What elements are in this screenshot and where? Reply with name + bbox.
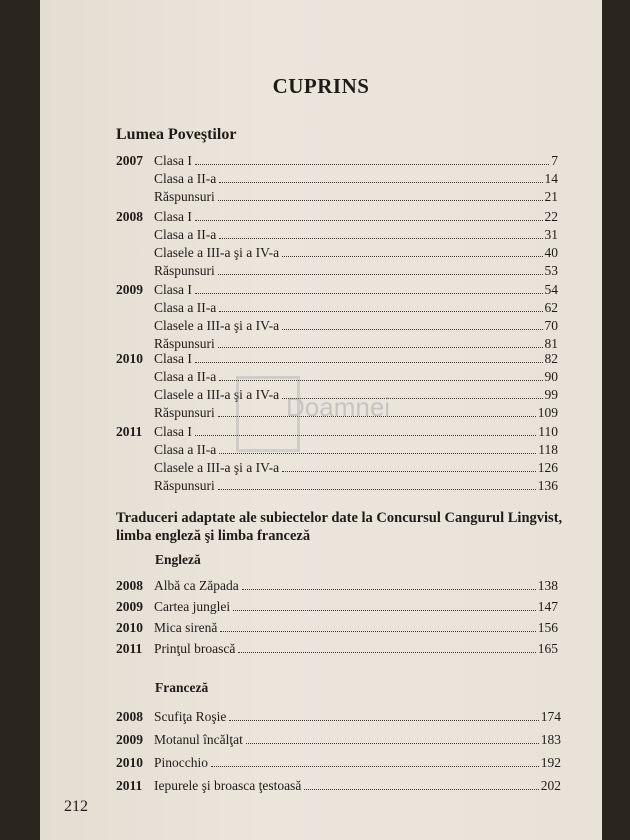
toc-entry bbox=[116, 282, 558, 298]
toc-page-number: 82 bbox=[544, 351, 558, 366]
toc-entry bbox=[116, 478, 558, 494]
toc-page-number: 192 bbox=[540, 755, 561, 770]
toc-entry bbox=[116, 442, 558, 458]
leader-dots bbox=[282, 255, 542, 257]
leader-dots bbox=[304, 788, 538, 790]
toc-entry bbox=[116, 620, 558, 636]
leader-dots bbox=[219, 452, 536, 454]
toc-year: 2008 bbox=[116, 578, 143, 593]
leader-dots bbox=[218, 488, 536, 490]
toc-year: 2010 bbox=[116, 755, 143, 770]
book-page bbox=[40, 0, 602, 840]
toc-page-number: 31 bbox=[544, 227, 558, 242]
leader-dots bbox=[195, 292, 543, 294]
toc-year: 2007 bbox=[116, 153, 143, 168]
toc-label: Clasa a II-a bbox=[154, 369, 217, 384]
traduceri-heading: Traduceri adaptate ale subiectelor date la Concursul Cangurul Lingvist, limba engleză şi limba franceză bbox=[116, 510, 563, 544]
toc-label: Clasele a III-a şi a IV-a bbox=[154, 245, 280, 260]
toc-entry bbox=[116, 460, 558, 476]
leader-dots bbox=[282, 328, 542, 330]
toc-label: Cartea junglei bbox=[154, 599, 231, 614]
toc-entry bbox=[116, 578, 558, 594]
toc-entry bbox=[116, 245, 558, 261]
toc-year: 2009 bbox=[116, 732, 143, 747]
toc-label: Mica sirenă bbox=[154, 620, 218, 635]
toc-page-number: 14 bbox=[544, 171, 558, 186]
toc-page-number: 118 bbox=[538, 442, 558, 457]
leader-dots bbox=[218, 346, 543, 348]
toc-label: Motanul încălţat bbox=[154, 732, 243, 747]
leader-dots bbox=[211, 765, 539, 767]
toc-entry bbox=[116, 424, 558, 440]
toc-page-number: 136 bbox=[537, 478, 558, 493]
toc-label: Iepurele şi broasca ţestoasă bbox=[154, 778, 302, 793]
leader-dots bbox=[220, 630, 535, 632]
toc-page-number: 126 bbox=[537, 460, 558, 475]
leader-dots bbox=[282, 470, 536, 472]
leader-dots bbox=[219, 181, 542, 183]
toc-year: 2010 bbox=[116, 620, 143, 635]
leader-dots bbox=[242, 588, 536, 590]
toc-entry bbox=[116, 351, 558, 367]
toc-page-number: 81 bbox=[544, 336, 558, 351]
toc-page-number: 90 bbox=[544, 369, 558, 384]
toc-page-number: 138 bbox=[537, 578, 558, 593]
toc-entry bbox=[116, 336, 558, 352]
toc-entry bbox=[116, 171, 558, 187]
toc-label: Albă ca Zăpada bbox=[154, 578, 239, 593]
toc-entry bbox=[116, 641, 558, 657]
toc-page-number: 110 bbox=[538, 424, 558, 439]
toc-page-number: 40 bbox=[544, 245, 558, 260]
toc-entry bbox=[116, 153, 558, 169]
toc-entry bbox=[116, 189, 558, 205]
leader-dots bbox=[195, 434, 536, 436]
toc-entry bbox=[116, 405, 558, 421]
leader-dots bbox=[282, 397, 542, 399]
toc-year: 2008 bbox=[116, 709, 143, 724]
leader-dots bbox=[229, 719, 538, 721]
engleza-subheading: Engleză bbox=[155, 552, 201, 567]
toc-year: 2009 bbox=[116, 282, 143, 297]
toc-label: Scufiţa Roşie bbox=[154, 709, 227, 724]
leader-dots bbox=[238, 651, 535, 653]
watermark-text: Doamnei bbox=[286, 392, 391, 422]
toc-entry bbox=[116, 732, 561, 748]
toc-label: Pinocchio bbox=[154, 755, 208, 770]
toc-page-number: 174 bbox=[540, 709, 561, 724]
leader-dots bbox=[195, 219, 543, 221]
toc-year: 2010 bbox=[116, 351, 143, 366]
toc-page-number: 202 bbox=[540, 778, 561, 793]
toc-label: Clasa I bbox=[154, 153, 192, 168]
toc-label: Clasa I bbox=[154, 209, 192, 224]
toc-label: Clasa a II-a bbox=[154, 227, 217, 242]
toc-entry bbox=[116, 300, 558, 316]
toc-label: Clasele a III-a şi a IV-a bbox=[154, 460, 280, 475]
toc-year: 2011 bbox=[116, 641, 143, 656]
section-title: Lumea Poveştilor bbox=[116, 126, 237, 143]
toc-page-number: 22 bbox=[544, 209, 558, 224]
leader-dots bbox=[218, 415, 536, 417]
toc-page-number: 7 bbox=[551, 153, 558, 168]
toc-entry bbox=[116, 755, 561, 771]
toc-label: Răspunsuri bbox=[154, 478, 215, 493]
toc-year: 2009 bbox=[116, 599, 143, 614]
toc-page-number: 99 bbox=[544, 387, 558, 402]
toc-page-number: 165 bbox=[537, 641, 558, 656]
toc-year: 2011 bbox=[116, 424, 143, 439]
toc-label: Răspunsuri bbox=[154, 336, 215, 351]
leader-dots bbox=[218, 273, 543, 275]
toc-year: 2011 bbox=[116, 778, 143, 793]
leader-dots bbox=[219, 379, 542, 381]
toc-page-number: 183 bbox=[540, 732, 561, 747]
toc-label: Răspunsuri bbox=[154, 405, 215, 420]
leader-dots bbox=[195, 361, 543, 363]
toc-label: Clasa I bbox=[154, 282, 192, 297]
leader-dots bbox=[218, 199, 543, 201]
toc-page-number: 54 bbox=[544, 282, 558, 297]
toc-page-number: 70 bbox=[544, 318, 558, 333]
toc-label: Clasa I bbox=[154, 351, 192, 366]
toc-year: 2008 bbox=[116, 209, 143, 224]
toc-label: Clasa a II-a bbox=[154, 300, 217, 315]
toc-label: Clasa I bbox=[154, 424, 192, 439]
toc-entry bbox=[116, 369, 558, 385]
toc-page-number: 62 bbox=[544, 300, 558, 315]
toc-entry bbox=[116, 209, 558, 225]
toc-entry bbox=[116, 778, 561, 794]
toc-entry bbox=[116, 709, 561, 725]
page-title: CUPRINS bbox=[272, 74, 370, 98]
leader-dots bbox=[195, 163, 549, 165]
franceza-subheading: Franceză bbox=[155, 680, 209, 695]
toc-entry bbox=[116, 387, 558, 403]
toc-label: Prinţul broască bbox=[154, 641, 236, 656]
toc-label: Clasa a II-a bbox=[154, 171, 217, 186]
leader-dots bbox=[219, 310, 542, 312]
leader-dots bbox=[219, 237, 542, 239]
leader-dots bbox=[246, 742, 539, 744]
toc-page-number: 147 bbox=[537, 599, 558, 614]
toc-label: Clasa a II-a bbox=[154, 442, 217, 457]
toc-entry bbox=[116, 263, 558, 279]
toc-page-number: 53 bbox=[544, 263, 558, 278]
toc-entry bbox=[116, 227, 558, 243]
toc-label: Clasele a III-a şi a IV-a bbox=[154, 387, 280, 402]
toc-label: Clasele a III-a şi a IV-a bbox=[154, 318, 280, 333]
leader-dots bbox=[233, 609, 536, 611]
toc-entry bbox=[116, 599, 558, 615]
toc-page-number: 21 bbox=[544, 189, 558, 204]
toc-label: Răspunsuri bbox=[154, 263, 215, 278]
toc-page-number: 156 bbox=[537, 620, 558, 635]
toc-entry bbox=[116, 318, 558, 334]
toc-page-number: 109 bbox=[537, 405, 558, 420]
page-number: 212 bbox=[64, 798, 88, 815]
toc-label: Răspunsuri bbox=[154, 189, 215, 204]
